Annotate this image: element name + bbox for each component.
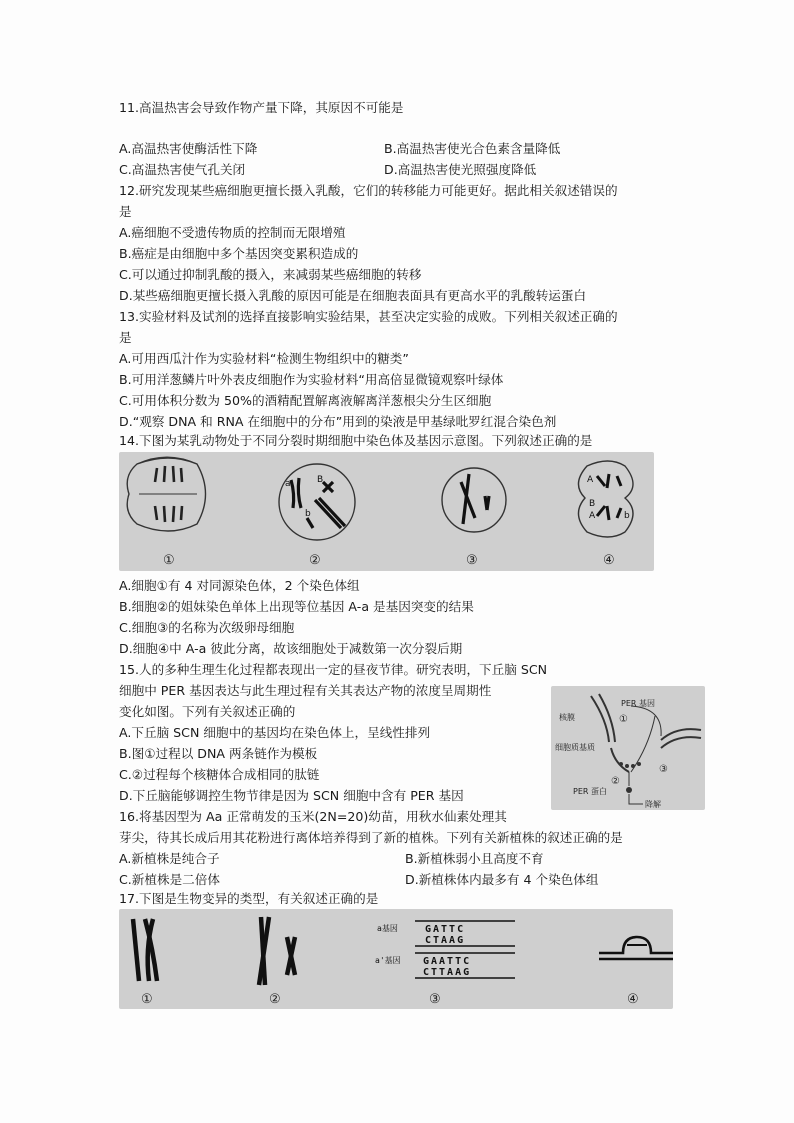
q15-step-3-label: ③ [659,764,668,775]
q13-option-a: A.可用西瓜汁作为实验材料“检测生物组织中的糖类” [119,351,409,366]
q14-cell4-gene-B: B [589,499,596,509]
q14-figure [119,452,654,571]
q14-cell-4 [578,461,633,537]
q14-cell-3 [442,468,506,532]
q14-gene-b: b [305,509,311,519]
q16-option-c: C.新植株是二倍体 [119,872,220,887]
q14-option-a: A.细胞①有 4 对同源染色体，2 个染色体组 [119,578,360,593]
q16-stem-line1: 16.将基因型为 Aa 正常萌发的玉米(2N=20)幼苗，用秋水仙素处理其 [119,809,507,824]
q17-stem: 17.下图是生物变异的类型，有关叙述正确的是 [119,891,379,906]
q14-cell-2 [279,464,355,540]
q17-seq-a2-top: GAATTC [423,956,472,967]
q15-step-1-label: ① [619,714,628,725]
q17-chromosomes-2 [259,917,295,985]
q15-stem-line3: 变化如图。下列有关叙述正确的 [119,704,296,719]
q13-stem-line2: 是 [119,330,132,345]
q14-option-d: D.细胞④中 A-a 彼此分离，故该细胞处于减数第一次分裂后期 [119,641,463,656]
q14-label-3: ③ [466,553,478,568]
q14-label-2: ② [309,553,321,568]
q15-option-b: B.图①过程以 DNA 两条链作为模板 [119,746,318,761]
q14-cell4-gene-b: b [624,511,630,521]
q14-option-b: B.细胞②的姐妹染色单体上出现等位基因 A-a 是基因突变的结果 [119,599,474,614]
q15-nuclear-membrane-label: 核膜 [559,713,575,722]
q17-seq-a-top: GATTC [425,924,466,935]
q17-chromosome-loop [599,937,673,959]
q14-label-4: ④ [603,553,615,568]
q17-gene-sequences [375,921,515,978]
q15-per-protein-label: PER 蛋白 [573,787,607,796]
q16-option-d: D.新植株体内最多有 4 个染色体组 [405,872,599,887]
q15-stem-line1: 15.人的多种生理生化过程都表现出一定的昼夜节律。研究表明，下丘脑 SCN [119,662,548,677]
q12-option-a: A.癌细胞不受遗传物质的控制而无限增殖 [119,225,346,240]
q17-gene-a-label: a基因 [377,924,398,933]
q14-cell4-gene-A2: A [589,511,596,521]
q14-gene-a: a [285,479,291,489]
q13-option-d: D.“观察 DNA 和 RNA 在细胞中的分布”用到的染液是甲基绿吡罗红混合染色剂 [119,414,557,429]
q12-stem-line1: 12.研究发现某些癌细胞更擅长摄入乳酸，它们的转移能力可能更好。据此相关叙述错误的 [119,183,618,198]
q14-option-c: C.细胞③的名称为次级卵母细胞 [119,620,295,635]
q11-stem: 11.高温热害会导致作物产量下降，其原因不可能是 [119,100,404,115]
q12-option-c: C.可以通过抑制乳酸的摄入，来减弱某些癌细胞的转移 [119,267,422,282]
q11-option-d: D.高温热害使光照强度降低 [384,162,537,177]
q17-label-1: ① [141,992,153,1007]
q15-option-c: C.②过程每个核糖体合成相同的肽链 [119,767,320,782]
q15-degradation-label: 降解 [645,800,661,809]
q11-option-c: C.高温热害使气孔关闭 [119,162,246,177]
q17-chromosomes-1 [133,919,157,981]
q14-stem: 14.下图为某乳动物处于不同分裂时期细胞中染色体及基因示意图。下列叙述正确的是 [119,433,593,448]
q17-label-3: ③ [429,992,441,1007]
q16-option-b: B.新植株弱小且高度不育 [405,851,544,866]
q11-option-b: B.高温热害使光合色素含量降低 [384,141,561,156]
q17-seq-a-bottom: CTAAG [425,935,466,946]
q17-label-4: ④ [627,992,639,1007]
q15-stem-line2: 细胞中 PER 基因表达与此生理过程有关其表达产物的浓度呈周期性 [119,683,492,698]
q12-stem-line2: 是 [119,204,132,219]
q12-option-b: B.癌症是由细胞中多个基因突变累积造成的 [119,246,359,261]
q17-seq-a2-bottom: CTTAAG [423,967,472,978]
q15-figure [551,686,705,810]
q15-per-gene-label: PER 基因 [621,699,655,708]
q17-figure [119,909,673,1009]
q13-stem-line1: 13.实验材料及试剂的选择直接影响实验结果，甚至决定实验的成败。下列相关叙述正确的 [119,309,618,324]
q12-option-d: D.某些癌细胞更擅长摄入乳酸的原因可能是在细胞表面具有更高水平的乳酸转运蛋白 [119,288,587,303]
q13-option-b: B.可用洋葱鳞片叶外表皮细胞作为实验材料“用高倍显微镜观察叶绿体 [119,372,504,387]
q11-option-a: A.高温热害使酶活性下降 [119,141,258,156]
q13-option-c: C.可用体积分数为 50%的酒精配置解离液解离洋葱根尖分生区细胞 [119,393,492,408]
q15-option-a: A.下丘脑 SCN 细胞中的基因均在染色体上，呈线性排列 [119,725,431,740]
q15-step-2-label: ② [611,776,620,787]
q14-cell4-gene-A: A [587,475,594,485]
q14-gene-B: B [317,475,324,485]
q15-cytoplasm-label: 细胞质基质 [555,743,595,752]
q17-label-2: ② [269,992,281,1007]
q16-stem-line2: 芽尖，待其长成后用其花粉进行离体培养得到了新的植株。下列有关新植株的叙述正确的是 [119,830,623,845]
q16-option-a: A.新植株是纯合子 [119,851,220,866]
q17-gene-a-prime-label: a'基因 [375,956,401,965]
q15-option-d: D.下丘脑能够调控生物节律是因为 SCN 细胞中含有 PER 基因 [119,788,464,803]
q14-cell-1 [127,457,205,531]
q14-label-1: ① [163,553,175,568]
